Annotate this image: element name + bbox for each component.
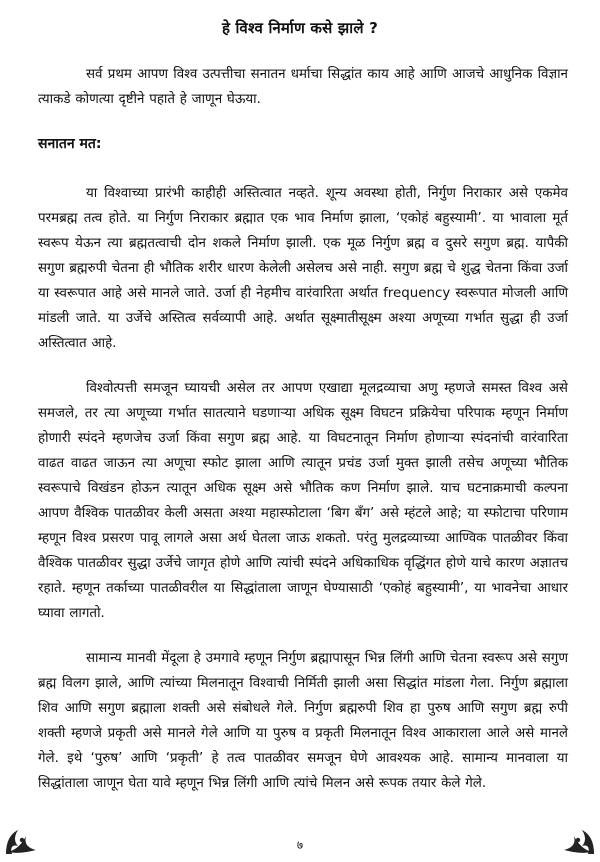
body-paragraph-1: या विश्वाच्या प्रारंभी काहीही अस्तित्वात नव्हते. शून्य अवस्था होती, निर्गुण निराकार असे एकमेव परमब्रह्म तत्व होते. या निर्गुण निराकार ब्रह्मात एक भाव निर्माण झाला, ‘एकोहं बहुस्यामी’. या भावाला मूर्त स्वरूप येऊन त्या ब्रह्मतत्वाची दोन शकले निर्माण झाली. एक मूळ निर्गुण ब्रह्म व दुसरे सगुण ब्रह्म. यापैकी सगुण ब्रह्मरुपी चेतना ही भौतिक शरीर धारण केलेली असेलच असे नाही. सगुण ब्रह्म चे शुद्ध चेतना किंवा उर्जा या स्वरूपात आहे असे मानले जाते. उर्जा ही नेहमीच वारंवारिता अर्थात frequency स्वरूपात मोजली आणि मांडली जाते. या उर्जेचे अस्तित्व सर्वव्यापी आहे. अर्थात सूक्ष्मातीसूक्ष्म अश्या अणूच्या गर्भात सुद्धा ही उर्जा अस्तित्वात आहे. (38, 186, 568, 351)
page-number: ७ (296, 838, 304, 852)
intro-paragraph: सर्व प्रथम आपण विश्व उत्पत्तीचा सनातन धर्माचा सिद्धांत काय आहे आणि आजचे आधुनिक विज्ञान त्याकडे कोणत्या दृष्टीने पहाते हे जाणून घेऊया. (38, 67, 568, 107)
section-heading: सनातन मत: (38, 136, 102, 152)
corner-ornament-right (562, 822, 596, 856)
body-paragraph-2: विश्वोत्पत्ती समजून घ्यायची असेल तर आपण एखाद्या मूलद्रव्याचा अणु म्हणजे समस्त विश्व असे समजले, तर त्या अणूच्या गर्भात सातत्याने घडणाऱ्या अधिक सूक्ष्म विघटन प्रक्रियेचा परिपाक म्हणून निर्माण होणारी स्पंदने म्हणजेच उर्जा किंवा सगुण ब्रह्म आहे. या विघटनातून निर्माण होणाऱ्या स्पंदनांची वारंवारिता वाढत वाढत जाऊन त्या अणूचा स्फोट झाला आणि त्यातून प्रचंड उर्जा मुक्त झाली तसेच अणूच्या भौतिक स्वरूपाचे विखंडन होऊन त्यातून अधिक सूक्ष्म असे भौतिक कण निर्माण झाले. याच घटनाक्रमाची कल्पना आपण वैश्विक पातळीवर केली असता अश्या महास्फोटाला ‘बिग बँग’ असे म्हंटले आहे; या स्फोटाचा परिणाम म्हणून विश्व प्रसरण पावू लागले असा अर्थ घेतला जाऊ शकतो. परंतु मुलद्रव्याच्या आण्विक पातळीवर किंवा वैश्विक पातळीवर सुद्धा उर्जेचे जागृत होणे आणि त्यांची स्पंदने अधिकाधिक वृद्धिंगत होणे याचे कारण अज्ञातच रहाते. म्हणून तर्काच्या पातळीवरील या सिद्धांताला जाणून घेण्यासाठी ‘एकोहं बहुस्यामी’, या भावनेचा आधार घ्यावा लागतो. (38, 381, 568, 621)
body-paragraph-3: सामान्य मानवी मेंदूला हे उमगावे म्हणून निर्गुण ब्रह्मापासून भिन्न लिंगी आणि चेतना स्वरूप असे सगुण ब्रह्म विलग झाले, आणि त्यांच्या मिलनातून विश्वाची निर्मिती झाली असा सिद्धांत मांडला गेला. निर्गुण ब्रह्माला शिव आणि सगुण ब्रह्माला शक्ती असे संबोधले गेले. निर्गुण ब्रह्मरुपी शिव हा पुरुष आणि सगुण ब्रह्म रुपी शक्ती म्हणजे प्रकृती असे मानले गेले आणि या पुरुष व प्रकृती मिलनातून विश्व आकाराला आले असे मानले गेले. इथे ‘पुरुष’ आणि ‘प्रकृती’ हे तत्व पातळीवर समजून घेणे आवश्यक आहे. सामान्य मानवाला या सिद्धांताला जाणून घेता यावे म्हणून भिन्न लिंगी आणि त्यांचे मिलन असे रूपक तयार केले गेले. (38, 651, 568, 791)
page-title: हे विश्व निर्माण कसे झाले ? (221, 19, 379, 37)
document-body (38, 62, 568, 816)
